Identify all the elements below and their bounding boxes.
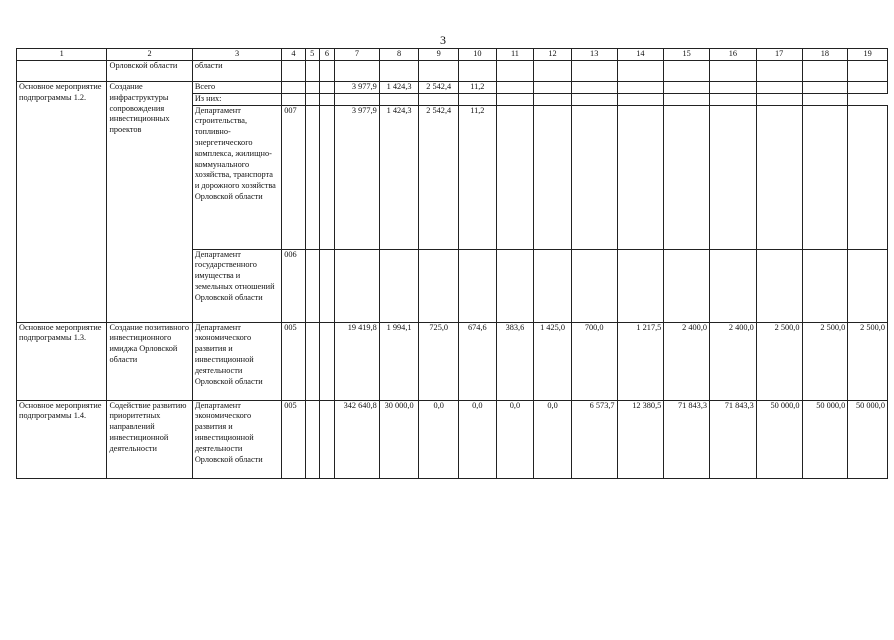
measure-name: Основное мероприятие подпрограммы 1.2.	[17, 82, 107, 323]
cell-value: 0,0	[459, 400, 497, 478]
table-row	[17, 322, 888, 400]
column-number: 19	[848, 49, 888, 61]
cell-value: 2 542,4	[419, 82, 459, 94]
column-number: 8	[379, 49, 419, 61]
cell-text: Из них:	[192, 93, 281, 105]
cell-code: 007	[282, 105, 305, 249]
column-number: 10	[459, 49, 497, 61]
column-number: 18	[802, 49, 848, 61]
measure-description: Содействие развитию приоритетных направлений инвестиционной деятельности	[107, 400, 192, 478]
cell-value: 342 640,8	[335, 400, 380, 478]
cell-text: Орловской области	[107, 61, 192, 82]
measure-name: Основное мероприятие подпрограммы 1.4.	[17, 400, 107, 478]
measure-name: Основное мероприятие подпрограммы 1.3.	[17, 322, 107, 400]
table-row	[17, 61, 888, 82]
cell-value: 11,2	[459, 82, 497, 94]
cell-value: 1 424,3	[379, 105, 419, 249]
cell-value: 2 400,0	[710, 322, 757, 400]
cell-value: 19 419,8	[335, 322, 380, 400]
cell-text: Департамент строительства, топливно-энергетического комплекса, жилищно-коммунального хозяйства, транспорта и дорожного хозяйства Орловской области	[192, 105, 281, 249]
cell-value: 50 000,0	[802, 400, 848, 478]
cell-value: 6 573,7	[571, 400, 617, 478]
column-number-row	[17, 49, 888, 61]
column-number: 1	[17, 49, 107, 61]
cell-code: 006	[282, 249, 305, 322]
cell-value: 30 000,0	[379, 400, 419, 478]
cell-value: 50 000,0	[848, 400, 888, 478]
measure-description: Создание позитивного инвестиционного имиджа Орловской области	[107, 322, 192, 400]
cell-value: 3 977,9	[335, 82, 380, 94]
page-number: 3	[440, 33, 446, 47]
cell-value: 71 843,3	[710, 400, 757, 478]
column-number: 16	[710, 49, 757, 61]
cell-value: 383,6	[496, 322, 534, 400]
column-number: 12	[534, 49, 572, 61]
cell-value: 725,0	[419, 322, 459, 400]
cell-value: 12 380,5	[617, 400, 664, 478]
table-row	[17, 82, 888, 94]
column-number: 6	[319, 49, 334, 61]
cell-value: 700,0	[571, 322, 617, 400]
table-row	[17, 400, 888, 478]
column-number: 4	[282, 49, 305, 61]
cell-value: 0,0	[419, 400, 459, 478]
column-number: 14	[617, 49, 664, 61]
column-number: 2	[107, 49, 192, 61]
column-number: 13	[571, 49, 617, 61]
column-number: 5	[305, 49, 319, 61]
cell-value: 2 400,0	[664, 322, 710, 400]
cell-value: 2 500,0	[802, 322, 848, 400]
cell-value: 674,6	[459, 322, 497, 400]
cell-value: 2 542,4	[419, 105, 459, 249]
column-number: 11	[496, 49, 534, 61]
column-number: 9	[419, 49, 459, 61]
cell-code: 005	[282, 322, 305, 400]
cell-value: 0,0	[496, 400, 534, 478]
cell-value: 1 424,3	[379, 82, 419, 94]
cell-value: 2 500,0	[756, 322, 802, 400]
cell-value: 71 843,3	[664, 400, 710, 478]
cell-value: 11,2	[459, 105, 497, 249]
column-number: 3	[192, 49, 281, 61]
cell-text: Департамент государственного имущества и земельных отношений Орловской области	[192, 249, 281, 322]
cell-value: 2 500,0	[848, 322, 888, 400]
measure-description: Создание инфраструктуры сопровождения инвестиционных проектов	[107, 82, 192, 323]
column-number: 15	[664, 49, 710, 61]
column-number: 17	[756, 49, 802, 61]
cell-code: 005	[282, 400, 305, 478]
cell-text: Департамент экономического развития и инвестиционной деятельности Орловской области	[192, 322, 281, 400]
cell-text: области	[192, 61, 281, 82]
column-number: 7	[335, 49, 380, 61]
cell-value: 50 000,0	[756, 400, 802, 478]
cell-text: Всего	[192, 82, 281, 94]
cell-value: 0,0	[534, 400, 572, 478]
cell-value: 1 217,5	[617, 322, 664, 400]
budget-table	[16, 48, 888, 479]
cell-text: Департамент экономического развития и инвестиционной деятельности Орловской области	[192, 400, 281, 478]
cell-value: 1 425,0	[534, 322, 572, 400]
cell-value: 3 977,9	[335, 105, 380, 249]
cell-value: 1 994,1	[379, 322, 419, 400]
